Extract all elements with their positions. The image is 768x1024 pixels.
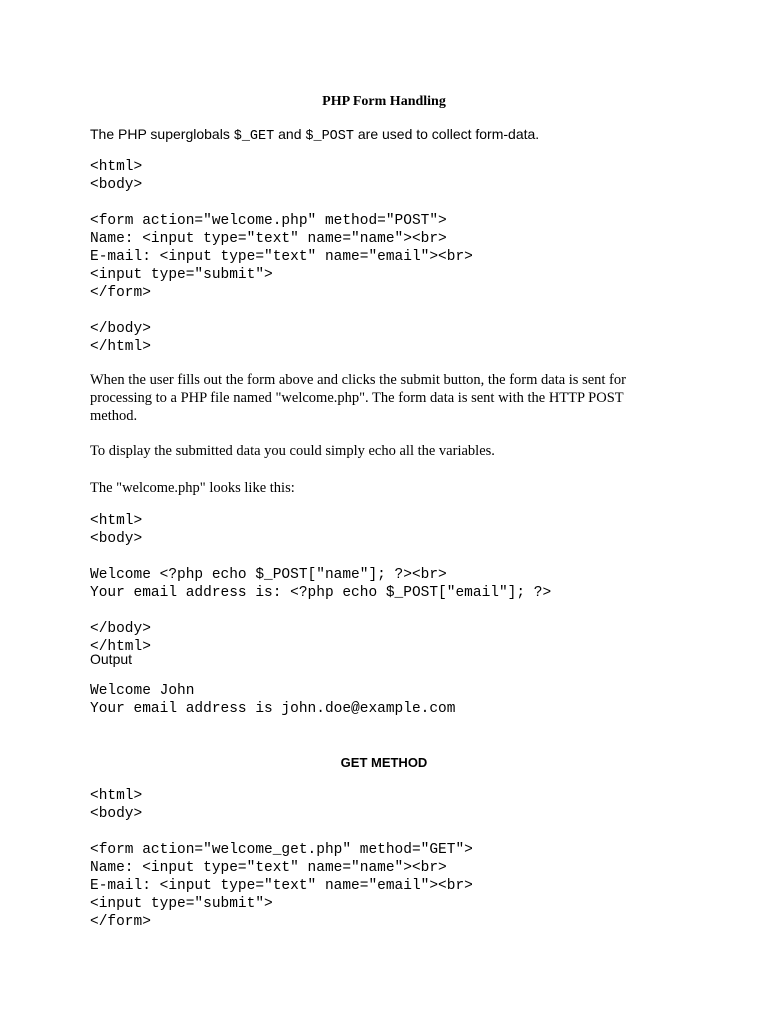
paragraph-welcome-intro: The "welcome.php" looks like this:	[90, 480, 295, 496]
intro-text-after: are used to collect form-data.	[353, 126, 540, 142]
inline-code-post: $_POST	[305, 129, 354, 144]
code-block-welcome-php: <html> <body> Welcome <?php echo $_POST["name"]; ?><br> Your email address is: <?php echo $_POST["email"]; ?> </body> </html>	[90, 513, 552, 655]
inline-code-get: $_GET	[233, 129, 275, 144]
intro-text-middle: and	[274, 126, 306, 142]
paragraph-display-data: To display the submitted data you could simply echo all the variables.	[90, 443, 495, 459]
section-heading-get-method: GET METHOD	[340, 755, 428, 770]
paragraph-form-submission: When the user fills out the form above and clicks the submit button, the form data is sent for processing to a PHP file named "welcome.php". The form data is sent with the HTTP POST method.	[90, 372, 626, 424]
code-block-form-get: <html> <body> <form action="welcome_get.php" method="GET"> Name: <input type="text" name="name"><br> E-mail: <input type="text" name="email"><br> <input type="submit"> </form>	[90, 788, 473, 930]
intro-text-before: The PHP superglobals	[90, 126, 234, 142]
code-block-output: Welcome John Your email address is john.doe@example.com	[90, 683, 456, 717]
code-block-form-post: <html> <body> <form action="welcome.php" method="POST"> Name: <input type="text" name="name"><br> E-mail: <input type="text" name="email"><br> <input type="submit"> </form> </body> </html>	[90, 159, 473, 355]
output-label: Output	[90, 651, 133, 667]
intro-paragraph	[90, 125, 539, 146]
page-title: PHP Form Handling	[322, 94, 446, 109]
